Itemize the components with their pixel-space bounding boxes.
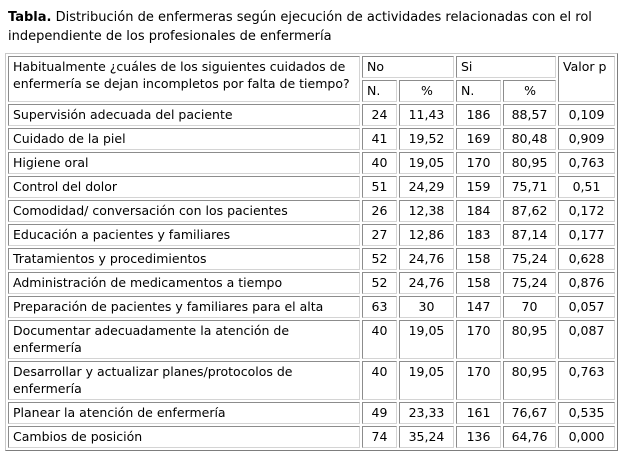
si-n-header-cell: N.: [456, 80, 501, 102]
si-n-cell: 170: [456, 320, 501, 359]
table-row: [8, 426, 615, 448]
table-row: [8, 200, 615, 222]
table-row: [8, 361, 615, 400]
p-value-cell: 0,177: [558, 224, 615, 246]
table-caption: [8, 8, 612, 46]
table-row: [8, 402, 615, 424]
si-n-cell: 184: [456, 200, 501, 222]
si-pct-cell: 88,57: [503, 104, 556, 126]
table-row: [8, 128, 615, 150]
no-n-cell: 40: [362, 152, 397, 174]
activity-cell: Control del dolor: [8, 176, 360, 198]
activity-cell: Documentar adecuadamente la atención de enfermería: [8, 320, 360, 359]
p-value-cell: 0,109: [558, 104, 615, 126]
no-n-cell: 74: [362, 426, 397, 448]
activity-cell: Desarrollar y actualizar planes/protocolos de enfermería: [8, 361, 360, 400]
si-pct-cell: 76,67: [503, 402, 556, 424]
activity-cell: Administración de medicamentos a tiempo: [8, 272, 360, 294]
p-value-cell: 0,763: [558, 361, 615, 400]
table-caption-text: Distribución de enfermeras según ejecución de actividades relacionadas con el rol independiente de los profesionales de enfermería: [8, 10, 592, 44]
header-row-groups: [8, 56, 615, 78]
no-pct-cell: 19,05: [399, 320, 454, 359]
no-pct-cell: 12,38: [399, 200, 454, 222]
si-n-cell: 158: [456, 272, 501, 294]
no-n-header-cell: N.: [362, 80, 397, 102]
activity-cell: Preparación de pacientes y familiares para el alta: [8, 296, 360, 318]
no-n-cell: 40: [362, 361, 397, 400]
p-value-cell: 0,087: [558, 320, 615, 359]
no-group-header-cell: No: [362, 56, 454, 78]
si-pct-cell: 75,24: [503, 272, 556, 294]
table-row: [8, 224, 615, 246]
table-row: [8, 272, 615, 294]
no-n-cell: 40: [362, 320, 397, 359]
no-n-cell: 26: [362, 200, 397, 222]
results-table: [5, 53, 618, 451]
activity-cell: Comodidad/ conversación con los pacientes: [8, 200, 360, 222]
si-n-cell: 186: [456, 104, 501, 126]
si-pct-cell: 80,95: [503, 320, 556, 359]
activity-cell: Educación a pacientes y familiares: [8, 224, 360, 246]
si-pct-cell: 87,62: [503, 200, 556, 222]
table-row: [8, 320, 615, 359]
no-pct-cell: 24,76: [399, 248, 454, 270]
no-pct-cell: 11,43: [399, 104, 454, 126]
table-row: [8, 176, 615, 198]
no-n-cell: 24: [362, 104, 397, 126]
p-value-cell: 0,909: [558, 128, 615, 150]
no-n-cell: 51: [362, 176, 397, 198]
table-body: [8, 104, 615, 448]
p-value-cell: 0,51: [558, 176, 615, 198]
si-pct-cell: 80,95: [503, 152, 556, 174]
si-n-cell: 158: [456, 248, 501, 270]
si-pct-cell: 87,14: [503, 224, 556, 246]
activity-cell: Tratamientos y procedimientos: [8, 248, 360, 270]
p-value-cell: 0,876: [558, 272, 615, 294]
no-n-cell: 27: [362, 224, 397, 246]
activity-cell: Supervisión adecuada del paciente: [8, 104, 360, 126]
si-n-cell: 161: [456, 402, 501, 424]
no-pct-cell: 24,29: [399, 176, 454, 198]
no-pct-cell: 30: [399, 296, 454, 318]
table-row: [8, 248, 615, 270]
no-pct-cell: 23,33: [399, 402, 454, 424]
p-value-cell: 0,535: [558, 402, 615, 424]
no-pct-cell: 35,24: [399, 426, 454, 448]
no-pct-cell: 19,05: [399, 361, 454, 400]
si-n-cell: 170: [456, 361, 501, 400]
no-n-cell: 41: [362, 128, 397, 150]
table-row: [8, 296, 615, 318]
no-pct-header-cell: %: [399, 80, 454, 102]
si-pct-cell: 70: [503, 296, 556, 318]
si-n-cell: 183: [456, 224, 501, 246]
no-n-cell: 63: [362, 296, 397, 318]
activity-cell: Planear la atención de enfermería: [8, 402, 360, 424]
activity-cell: Higiene oral: [8, 152, 360, 174]
si-group-header-cell: Si: [456, 56, 556, 78]
si-pct-cell: 75,24: [503, 248, 556, 270]
si-n-cell: 169: [456, 128, 501, 150]
si-n-cell: 159: [456, 176, 501, 198]
question-header-cell: Habitualmente ¿cuáles de los siguientes cuidados de enfermería se dejan incompletos por falta de tiempo?: [8, 56, 360, 102]
activity-cell: Cambios de posición: [8, 426, 360, 448]
valor-p-header-cell: Valor p: [558, 56, 615, 102]
table-row: [8, 104, 615, 126]
si-pct-cell: 64,76: [503, 426, 556, 448]
si-n-cell: 136: [456, 426, 501, 448]
activity-cell: Cuidado de la piel: [8, 128, 360, 150]
si-pct-cell: 80,48: [503, 128, 556, 150]
p-value-cell: 0,628: [558, 248, 615, 270]
table-row: [8, 152, 615, 174]
table-caption-prefix: Tabla.: [8, 10, 52, 25]
p-value-cell: 0,057: [558, 296, 615, 318]
no-n-cell: 52: [362, 248, 397, 270]
no-pct-cell: 19,05: [399, 152, 454, 174]
no-n-cell: 49: [362, 402, 397, 424]
no-pct-cell: 24,76: [399, 272, 454, 294]
p-value-cell: 0,172: [558, 200, 615, 222]
p-value-cell: 0,000: [558, 426, 615, 448]
no-pct-cell: 12,86: [399, 224, 454, 246]
si-pct-cell: 80,95: [503, 361, 556, 400]
no-pct-cell: 19,52: [399, 128, 454, 150]
no-n-cell: 52: [362, 272, 397, 294]
si-n-cell: 147: [456, 296, 501, 318]
p-value-cell: 0,763: [558, 152, 615, 174]
si-pct-cell: 75,71: [503, 176, 556, 198]
si-pct-header-cell: %: [503, 80, 556, 102]
si-n-cell: 170: [456, 152, 501, 174]
